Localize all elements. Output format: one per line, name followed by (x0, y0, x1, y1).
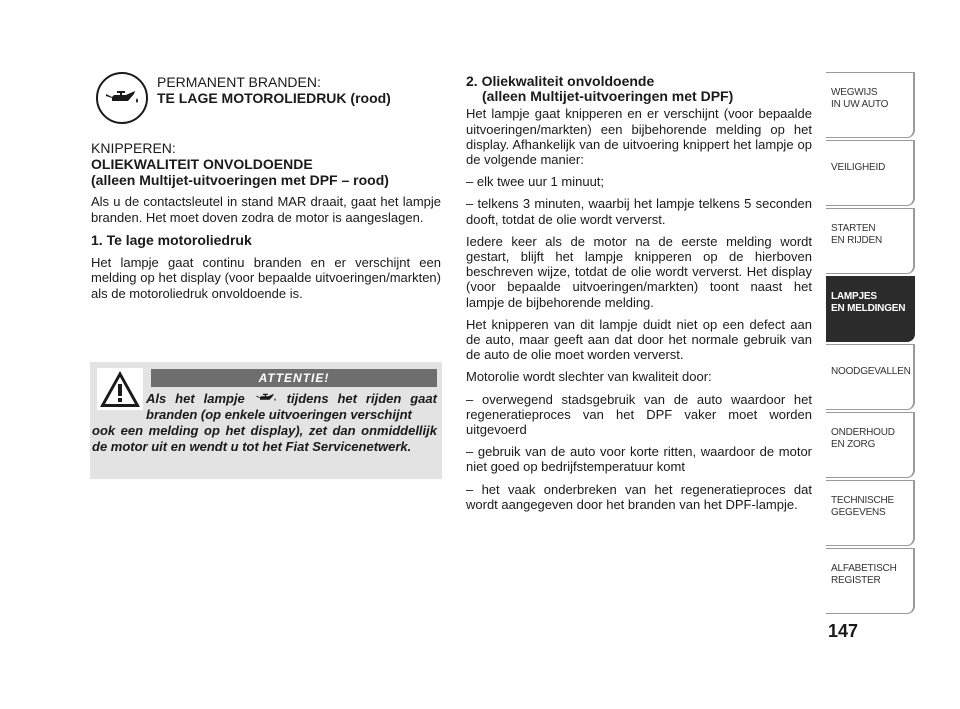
section2-subtitle: (alleen Multijet-uitvoeringen met DPF) (482, 88, 734, 105)
paragraph-2: – elk twee uur 1 minuut; (466, 174, 605, 190)
tab-label-line1: ALFABETISCH (831, 563, 897, 574)
blink-title: OLIEKWALITEIT ONVOLDOENDE (91, 156, 313, 172)
oil-can-icon (104, 88, 140, 108)
paragraph-7: – overwegend stadsgebruik van de auto waardoor het regeneratieproces van het DPF vaker moet worden uitgevoerd (466, 391, 812, 438)
attention-text (92, 391, 437, 455)
left-column (91, 140, 441, 309)
tab-label-line1: TECHNISCHE (831, 495, 895, 506)
tab-veiligheid[interactable] (826, 140, 915, 206)
right-column (466, 74, 812, 519)
tab-wegwijs[interactable] (826, 72, 915, 138)
paragraph-8: – gebruik van de auto voor korte ritten, waardoor de motor niet goed op bedrijfstemperatuur komt (466, 444, 812, 475)
attention-text-3: ook een melding op het display), zet dan onmiddellijk de motor uit en wendt u tot het Fiat Servicenetwerk. (92, 423, 437, 454)
page-number: 147 (828, 621, 859, 641)
tab-noodgevallen[interactable] (826, 344, 915, 410)
permanent-block (157, 74, 391, 106)
permanent-title: TE LAGE MOTOROLIEDRUK (rood) (157, 90, 391, 106)
paragraph-4: Iedere keer als de motor na de eerste melding wordt gestart, blijft het lampje knipperen op de hierboven beschreven wijze, totdat de olie wordt ververst. Het display (voor bepaalde uitvoeringen/markten) toont naast het lampje de bijbehorende melding. (466, 233, 812, 310)
blink-label: KNIPPEREN: (91, 140, 176, 156)
tab-label-line1: WEGWIJS (831, 87, 878, 98)
paragraph-1: Het lampje gaat knipperen en er verschijnt (voor bepaalde uitvoeringen/markten) een bijbehorende melding op het display. Afhankelijk van de uitvoering knippert het lampje op de volgende manier: (466, 106, 812, 168)
section1-paragraph: Het lampje gaat continu branden en er verschijnt een melding op het display (voor bepaalde uitvoeringen/markten) als de motoroliedruk onvoldoende is. (91, 254, 441, 301)
tab-label-line2: REGISTER (831, 575, 881, 586)
tab-label-line2: EN RIJDEN (831, 235, 882, 246)
intro-paragraph: Als u de contactsleutel in stand MAR draait, gaat het lampje branden. Het moet doven zodra de motor is aangeslagen. (91, 194, 441, 225)
paragraph-5: Het knipperen van dit lampje duidt niet op een defect aan de auto, maar geeft aan dat door het normale gebruik van de auto de olie moet worden ververst. (466, 316, 812, 363)
oil-can-inline-icon (254, 392, 278, 404)
tab-alfabetisch[interactable] (826, 548, 915, 614)
oil-lamp-icon (96, 72, 148, 124)
blink-subtitle: (alleen Multijet-uitvoeringen met DPF – rood) (91, 172, 389, 188)
tab-label-line1: VEILIGHEID (831, 162, 886, 173)
attention-first-lines (92, 391, 437, 423)
tab-starten[interactable] (826, 208, 915, 274)
paragraph-3: – telkens 3 minuten, waarbij het lampje telkens 5 seconden dooft, totdat de olie wordt ververst. (466, 196, 812, 227)
tab-label-line2: IN UW AUTO (831, 99, 889, 110)
paragraph-6: Motorolie wordt slechter van kwaliteit door: (466, 369, 712, 385)
tab-label-line1: ONDERHOUD (831, 427, 895, 438)
tab-technische[interactable] (826, 480, 915, 546)
tab-label-line2: EN MELDINGEN (831, 303, 906, 314)
section2-title: 2. Oliekwaliteit onvoldoende (466, 73, 655, 89)
tab-onderhoud[interactable] (826, 412, 915, 478)
tab-label-line1: STARTEN (831, 223, 876, 234)
tab-label-line1: NOODGEVALLEN (831, 366, 911, 377)
attention-text-1: Als het lampje (146, 391, 245, 406)
paragraph-9: – het vaak onderbreken van het regeneratieproces dat wordt aangegeven door het branden van het DPF-lampje. (466, 481, 812, 512)
tab-label-line1: LAMPJES (831, 291, 877, 302)
section1-title: 1. Te lage motoroliedruk (91, 232, 252, 248)
tab-lampjes[interactable] (826, 276, 915, 342)
tab-label-line2: GEGEVENS (831, 507, 886, 518)
attention-text-2: tijdens het rijden gaat branden (op enkele uitvoeringen verschijnt (146, 391, 437, 422)
attention-header: ATTENTIE! (151, 369, 437, 387)
permanent-label: PERMANENT BRANDEN: (157, 74, 321, 90)
tab-label-line2: EN ZORG (831, 439, 876, 450)
